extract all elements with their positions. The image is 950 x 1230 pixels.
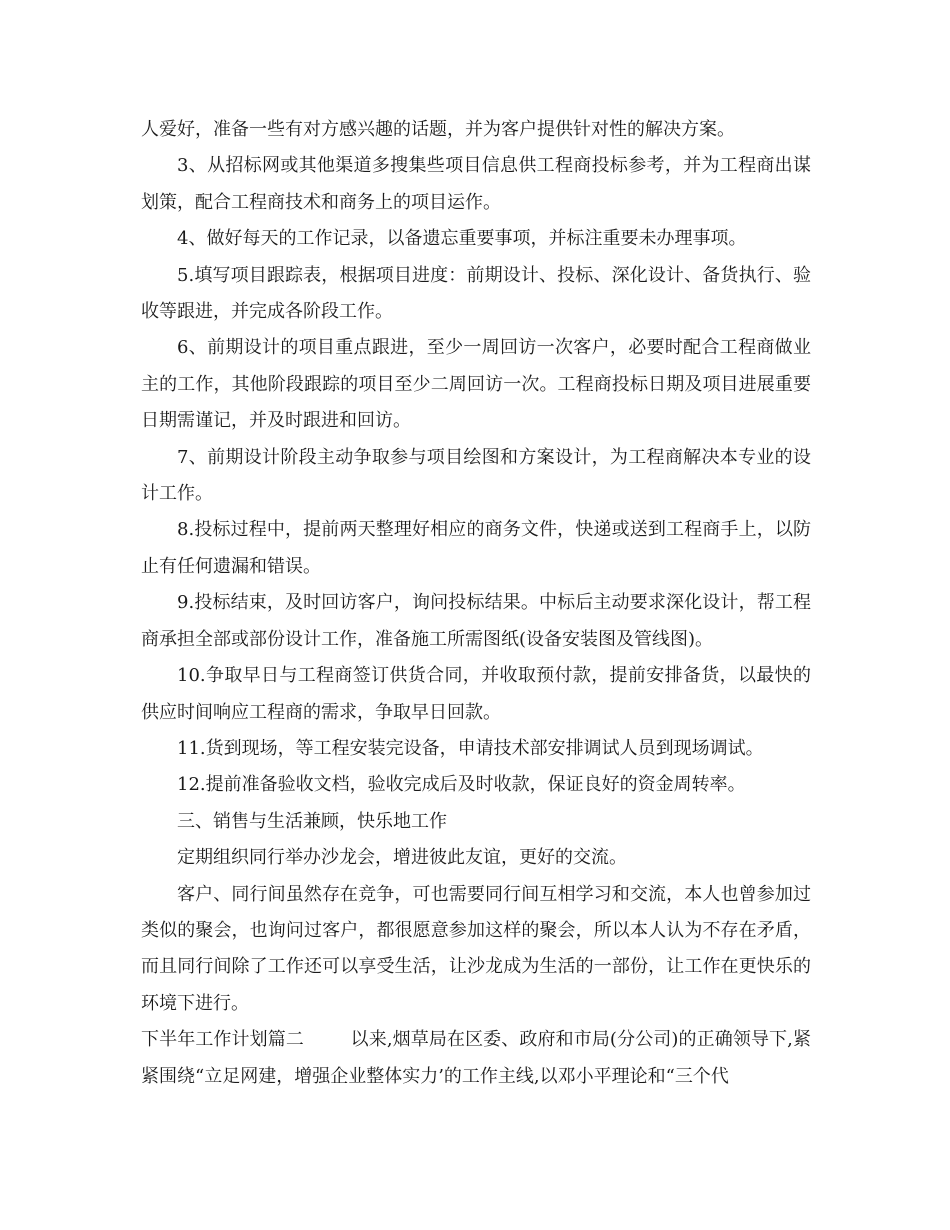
document-body	[141, 112, 811, 1095]
paragraph-item-4: 4、做好每天的工作记录，以备遗忘重要事项，并标注重要未办理事项。	[177, 228, 747, 250]
paragraph-continuation: 人爱好，准备一些有对方感兴趣的话题，并为客户提供针对性的解决方案。	[141, 119, 735, 140]
paragraph-item-3: 3、从招标网或其他渠道多搜集些项目信息供工程商投标参考，并为工程商出谋划策，配合工程商技术和商务上的项目运作。	[141, 155, 811, 213]
paragraph-salon: 定期组织同行举办沙龙会，增进彼此友谊，更好的交流。	[177, 847, 627, 869]
paragraph-item-6: 6、前期设计的项目重点跟进，至少一周回访一次客户，必要时配合工程商做业主的工作，其他阶段跟踪的项目至少二周回访一次。工程商投标日期及项目进展重要日期需谨记，并及时跟进和回访。	[141, 337, 811, 432]
paragraph-item-12: 12.提前准备验收文档，验收完成后及时收款，保证良好的资金周转率。	[177, 774, 746, 796]
paragraph-item-11: 11.货到现场，等工程安装完设备，申请技术部安排调试人员到现场调试。	[177, 737, 764, 759]
paragraph-item-10: 10.争取早日与工程商签订供货合同，并收取预付款，提前安排备货，以最快的供应时间响应工程商的需求，争取早日回款。	[141, 665, 811, 723]
paragraph-item-5: 5.填写项目跟踪表，根据项目进度：前期设计、投标、深化设计、备货执行、验收等跟进，并完成各阶段工作。	[141, 264, 811, 323]
paragraph-competition: 客户、同行间虽然存在竞争，可也需要同行间互相学习和交流，本人也曾参加过类似的聚会，也询问过客户，都很愿意参加这样的聚会，所以本人认为不存在矛盾，而且同行间除了工作还可以享受生活，让沙龙成为生活的一部份，让工作在更快乐的环境下进行。	[141, 883, 811, 1014]
paragraph-item-8: 8.投标过程中，提前两天整理好相应的商务文件，快递或送到工程商手上，以防止有任何遗漏和错误。	[141, 519, 811, 577]
paragraph-plan-part-two: 下半年工作计划篇二 以来,烟草局在区委、政府和市局(分公司)的正确领导下,紧紧围绕“立足网建，增强企业整体实力’的工作主线,以邓小平理论和“三个代	[141, 1029, 811, 1087]
section-heading-3: 三、销售与生活兼顾，快乐地工作	[177, 810, 447, 832]
paragraph-item-7: 7、前期设计阶段主动争取参与项目绘图和方案设计，为工程商解决本专业的设计工作。	[141, 446, 811, 505]
paragraph-item-9: 9.投标结束，及时回访客户，询问投标结果。中标后主动要求深化设计，帮工程商承担全部或部份设计工作，准备施工所需图纸(设备安装图及管线图)。	[141, 592, 811, 650]
